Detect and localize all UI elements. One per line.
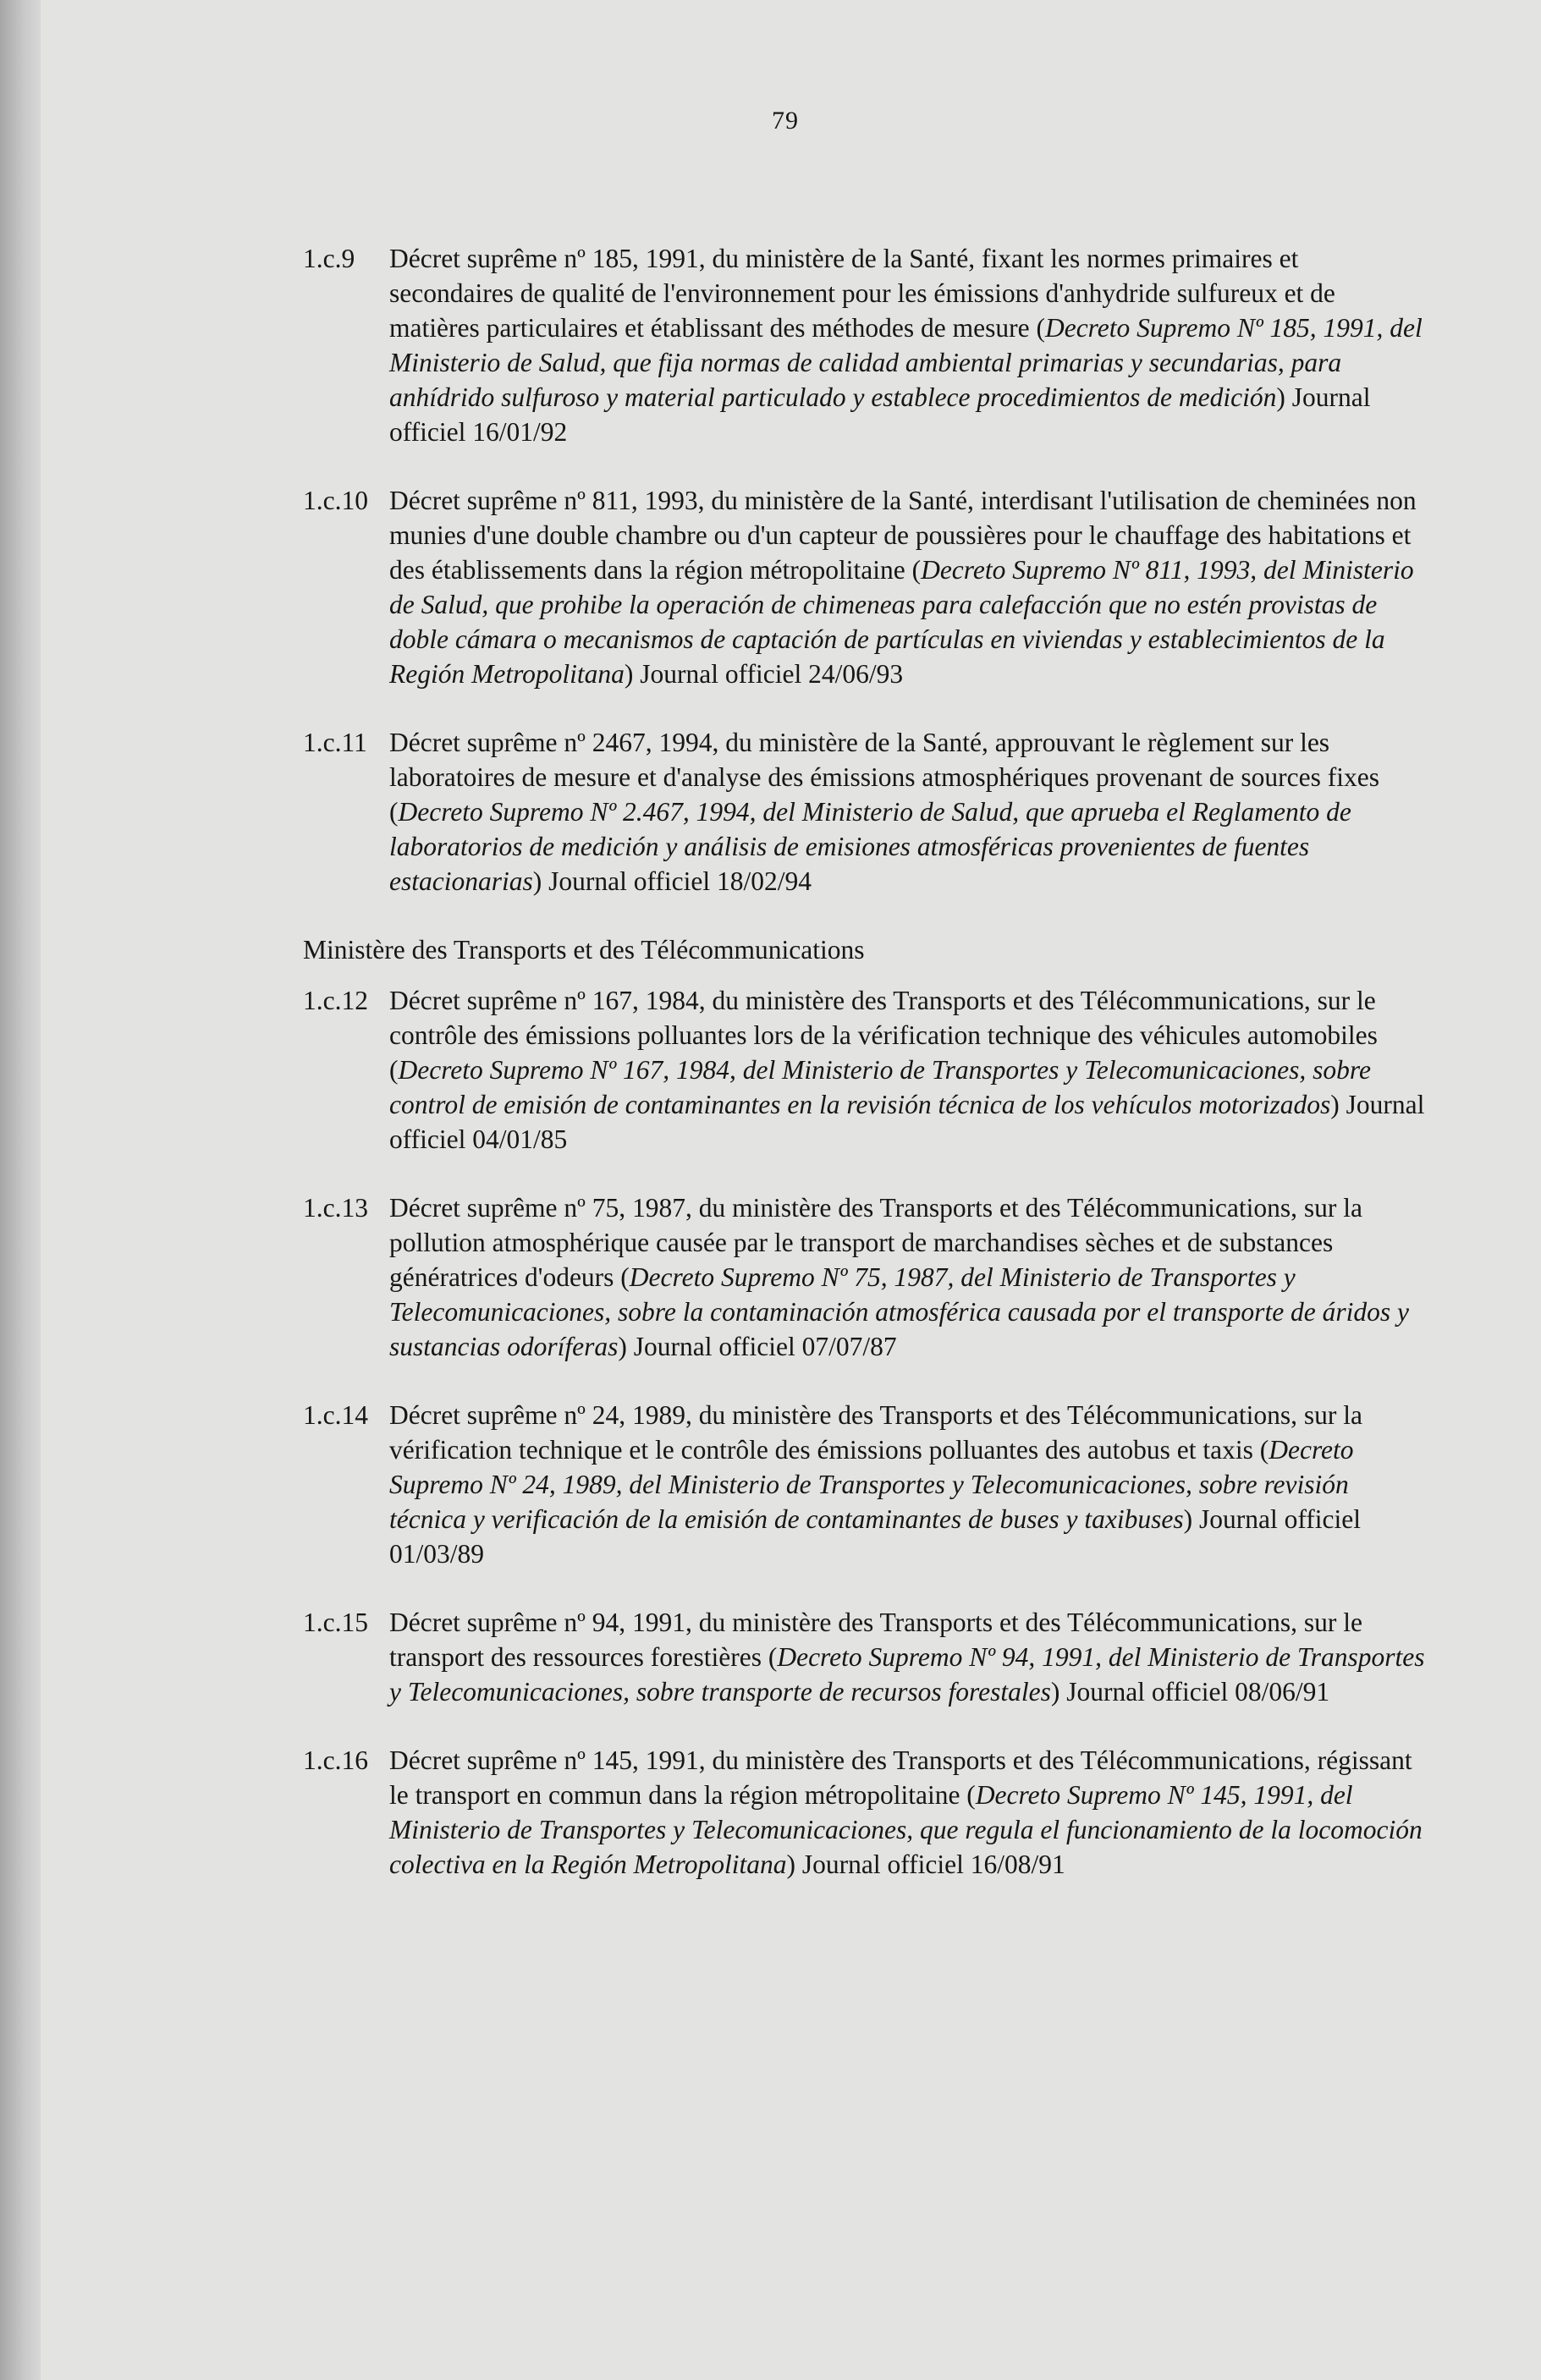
entry-text (389, 241, 1428, 449)
entry-number: 1.c.10 (303, 486, 368, 515)
entry-text (389, 725, 1428, 899)
entry-text-citation: ) Journal officiel 24/06/93 (624, 659, 904, 689)
entry-text (389, 983, 1428, 1157)
entry-text-french: Décret suprême nº 811, 1993, du ministère de la Santé, interdisant l'utilisation de cheminées non munies d'une double chambre ou d'un capteur de poussières pour le chauffage des habitations et des établissements dans la région métropolitaine ( (389, 486, 1417, 585)
entry-text-spanish-title: Decreto Supremo Nº 2.467, 1994, del Ministerio de Salud, que aprueba el Reglamento de laboratorios de medición y análisis de emisiones atmosféricas provenientes de fuentes estacionarias (389, 797, 1351, 896)
document-page (41, 0, 1541, 2380)
entry-text-spanish-title: Decreto Supremo Nº 75, 1987, del Ministerio de Transportes y Telecomunicaciones, sobre la contaminación atmosférica causada por el transporte de áridos y sustancias odoríferas (389, 1262, 1410, 1361)
legislation-entry (303, 725, 1428, 899)
entry-text-french: Décret suprême nº 145, 1991, du ministère des Transports et des Télécommunications, régissant le transport en commun dans la région métropolitaine ( (389, 1745, 1412, 1810)
entry-text-citation: ) Journal officiel 08/06/91 (1050, 1677, 1330, 1707)
entry-number: 1.c.12 (303, 986, 368, 1015)
entry-text-french: Décret suprême nº 2467, 1994, du ministère de la Santé, approuvant le règlement sur les laboratoires de mesure et d'analyse des émissions atmosphériques provenant de sources fixes ( (389, 728, 1379, 827)
entry-text (389, 483, 1428, 691)
entry-text-citation: ) Journal officiel 18/02/94 (532, 866, 812, 896)
legislation-entry (303, 1398, 1428, 1571)
entry-text-spanish-title: Decreto Supremo Nº 145, 1991, del Ministerio de Transportes y Telecomunicaciones, que regula el funcionamiento de la locomoción colectiva en la Región Metropolitana (389, 1780, 1423, 1879)
legislation-entry (303, 1190, 1428, 1364)
section-heading: Ministère des Transports et des Télécommunications (303, 935, 865, 965)
entry-text (389, 1743, 1428, 1882)
legislation-entry (303, 241, 1428, 449)
entry-text-spanish-title: Decreto Supremo Nº 167, 1984, del Ministerio de Transportes y Telecomunicaciones, sobre control de emisión de contaminantes en la revisión técnica de los vehículos motorizados (389, 1055, 1371, 1119)
entry-number: 1.c.15 (303, 1608, 368, 1637)
entry-number: 1.c.16 (303, 1745, 368, 1775)
entry-text-citation: ) Journal officiel 04/01/85 (389, 1090, 1425, 1154)
legislation-list-transport (303, 983, 1428, 1882)
entry-text-citation: ) Journal officiel 07/07/87 (618, 1332, 897, 1361)
entry-text-french: Décret suprême nº 24, 1989, du ministère des Transports et des Télécommunications, sur la vérification technique et le contrôle des émissions polluantes des autobus et taxis ( (389, 1400, 1362, 1465)
document-body (303, 241, 1428, 1916)
legislation-entry (303, 983, 1428, 1157)
entry-text-spanish-title: Decreto Supremo Nº 811, 1993, del Ministerio de Salud, que prohibe la operación de chimeneas para calefacción que no estén provistas de doble cámara o mecanismos de captación de partículas en viviendas y establecimientos de la Región Metropolitana (389, 555, 1414, 689)
legislation-entry (303, 1605, 1428, 1709)
legislation-list-health (303, 241, 1428, 899)
entry-text (389, 1605, 1428, 1709)
entry-text-french: Décret suprême nº 167, 1984, du ministère des Transports et des Télécommunications, sur le contrôle des émissions polluantes lors de la vérification technique des véhicules automobiles ( (389, 986, 1378, 1085)
legislation-entry (303, 483, 1428, 691)
entry-text (389, 1190, 1428, 1364)
entry-text-french: Décret suprême nº 185, 1991, du ministère de la Santé, fixant les normes primaires et secondaires de qualité de l'environnement pour les émissions d'anhydride sulfureux et de matières particulaires et établissant des méthodes de mesure ( (389, 244, 1335, 343)
entry-text (389, 1398, 1428, 1571)
entry-text-french: Décret suprême nº 75, 1987, du ministère des Transports et des Télécommunications, sur la pollution atmosphérique causée par le transport de marchandises sèches et de substances génératrices d'odeurs ( (389, 1193, 1362, 1292)
legislation-entry (303, 1743, 1428, 1882)
scan-edge (0, 0, 41, 2380)
entry-number: 1.c.9 (303, 244, 355, 273)
entry-number: 1.c.11 (303, 728, 367, 757)
page-number: 79 (772, 107, 799, 135)
entry-number: 1.c.13 (303, 1193, 368, 1223)
entry-text-spanish-title: Decreto Supremo Nº 185, 1991, del Ministerio de Salud, que fija normas de calidad ambiental primarias y secundarias, para anhídrido sulfuroso y material particulado y establece procedimientos de medición (389, 313, 1423, 412)
entry-text-spanish-title: Decreto Supremo Nº 24, 1989, del Ministerio de Transportes y Telecomunicaciones, sobre revisión técnica y verificación de la emisión de contaminantes de buses y taxibuses (389, 1435, 1354, 1534)
entry-text-citation: ) Journal officiel 01/03/89 (389, 1504, 1361, 1569)
entry-number: 1.c.14 (303, 1400, 368, 1430)
entry-text-french: Décret suprême nº 94, 1991, du ministère des Transports et des Télécommunications, sur le transport des ressources forestières ( (389, 1608, 1362, 1672)
entry-text-citation: ) Journal officiel 16/01/92 (389, 382, 1371, 447)
entry-text-citation: ) Journal officiel 16/08/91 (786, 1850, 1065, 1879)
entry-text-spanish-title: Decreto Supremo Nº 94, 1991, del Ministerio de Transportes y Telecomunicaciones, sobre transporte de recursos forestales (389, 1642, 1425, 1707)
